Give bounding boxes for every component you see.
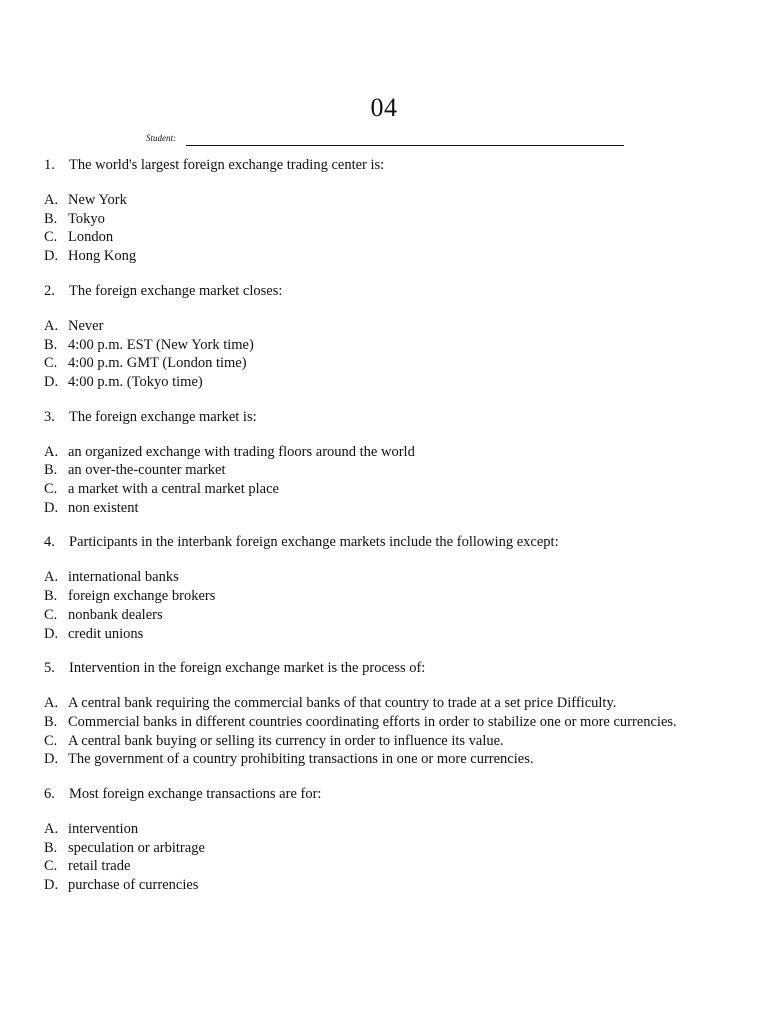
- option-text: A central bank requiring the commercial banks of that country to trade at a set price Difficulty.: [68, 695, 617, 712]
- answer-option: [44, 839, 734, 858]
- option-text: retail trade: [68, 858, 131, 875]
- option-letter: B.: [44, 336, 58, 353]
- option-text: The government of a country prohibiting transactions in one or more currencies.: [68, 751, 534, 768]
- option-letter: A.: [44, 695, 59, 712]
- answer-options: [44, 694, 734, 769]
- answer-option: [44, 499, 734, 518]
- student-label: Student:: [146, 133, 176, 143]
- question-stem: [44, 408, 734, 427]
- option-text: Tokyo: [68, 210, 105, 227]
- answer-option: [44, 732, 734, 751]
- option-letter: D.: [44, 499, 59, 516]
- answer-option: [44, 228, 734, 247]
- option-letter: B.: [44, 713, 58, 730]
- option-letter: D.: [44, 751, 59, 768]
- option-letter: C.: [44, 355, 58, 372]
- option-text: nonbank dealers: [68, 606, 163, 623]
- option-letter: D.: [44, 248, 59, 265]
- answer-option: [44, 820, 734, 839]
- answer-option: [44, 876, 734, 895]
- option-text: 4:00 p.m. (Tokyo time): [68, 373, 203, 390]
- question-stem: [44, 282, 734, 301]
- option-letter: B.: [44, 210, 58, 227]
- option-letter: A.: [44, 443, 59, 460]
- option-letter: D.: [44, 625, 59, 642]
- option-text: Commercial banks in different countries coordinating efforts in order to stabilize one or more currencies.: [68, 713, 677, 730]
- question-stem: [44, 533, 734, 552]
- option-letter: B.: [44, 839, 58, 856]
- answer-option: [44, 606, 734, 625]
- option-letter: D.: [44, 373, 59, 390]
- question-text: The world's largest foreign exchange trading center is:: [69, 157, 385, 173]
- answer-option: [44, 247, 734, 266]
- question-3: [44, 408, 734, 518]
- question-number: 3.: [44, 408, 55, 425]
- option-text: Never: [68, 317, 104, 334]
- option-letter: C.: [44, 732, 58, 749]
- option-letter: C.: [44, 481, 58, 498]
- question-text: Most foreign exchange transactions are for:: [69, 786, 322, 803]
- option-text: New York: [68, 192, 127, 208]
- option-text: a market with a central market place: [68, 481, 279, 498]
- answer-option: [44, 443, 734, 462]
- question-number: 4.: [44, 534, 55, 551]
- option-letter: A.: [44, 317, 59, 334]
- option-letter: C.: [44, 606, 58, 623]
- question-6: [44, 785, 734, 895]
- document-title: 04: [370, 93, 398, 122]
- option-text: credit unions: [68, 625, 144, 642]
- answer-option: [44, 694, 734, 713]
- option-text: 4:00 p.m. GMT (London time): [68, 355, 247, 372]
- question-stem: [44, 659, 734, 678]
- answer-option: [44, 317, 734, 336]
- option-text: international banks: [68, 569, 179, 586]
- answer-option: [44, 750, 734, 769]
- answer-option: [44, 568, 734, 587]
- answer-options: [44, 317, 734, 392]
- option-letter: D.: [44, 877, 59, 894]
- answer-option: [44, 373, 734, 392]
- question-4: [44, 533, 734, 643]
- answer-option: [44, 210, 734, 229]
- answer-option: [44, 480, 734, 499]
- question-number: 1.: [44, 157, 55, 173]
- option-letter: C.: [44, 858, 58, 875]
- option-text: Hong Kong: [68, 248, 137, 265]
- option-text: non existent: [68, 499, 139, 516]
- option-text: an over-the-counter market: [68, 462, 226, 479]
- question-text: The foreign exchange market closes:: [69, 282, 283, 299]
- option-text: intervention: [68, 821, 139, 838]
- answer-option: [44, 191, 734, 210]
- option-text: purchase of currencies: [68, 877, 199, 894]
- option-text: speculation or arbitrage: [68, 839, 205, 856]
- option-letter: A.: [44, 821, 59, 838]
- question-list: [44, 156, 734, 911]
- option-text: A central bank buying or selling its currency in order to influence its value.: [68, 732, 504, 749]
- option-text: foreign exchange brokers: [68, 588, 216, 605]
- answer-option: [44, 336, 734, 355]
- question-number: 2.: [44, 282, 55, 299]
- question-5: [44, 659, 734, 769]
- question-number: 5.: [44, 660, 55, 677]
- answer-option: [44, 587, 734, 606]
- answer-options: [44, 820, 734, 895]
- answer-options: [44, 191, 734, 266]
- question-text: The foreign exchange market is:: [69, 408, 257, 425]
- question-stem: [44, 156, 734, 175]
- answer-options: [44, 443, 734, 518]
- question-2: [44, 282, 734, 392]
- answer-options: [44, 568, 734, 643]
- option-letter: B.: [44, 462, 58, 479]
- question-text: Participants in the interbank foreign exchange markets include the following except:: [69, 534, 559, 551]
- question-text: Intervention in the foreign exchange market is the process of:: [69, 660, 426, 677]
- student-name-line: [186, 145, 624, 146]
- answer-option: [44, 857, 734, 876]
- option-letter: A.: [44, 569, 59, 586]
- option-text: an organized exchange with trading floors around the world: [68, 443, 415, 460]
- answer-option: [44, 713, 734, 732]
- question-1: [44, 156, 734, 266]
- option-text: 4:00 p.m. EST (New York time): [68, 336, 254, 353]
- option-letter: B.: [44, 588, 58, 605]
- answer-option: [44, 354, 734, 373]
- answer-option: [44, 625, 734, 644]
- option-letter: C.: [44, 229, 58, 246]
- option-text: London: [68, 229, 114, 246]
- option-letter: A.: [44, 192, 59, 208]
- answer-option: [44, 461, 734, 480]
- question-number: 6.: [44, 786, 55, 803]
- question-stem: [44, 785, 734, 804]
